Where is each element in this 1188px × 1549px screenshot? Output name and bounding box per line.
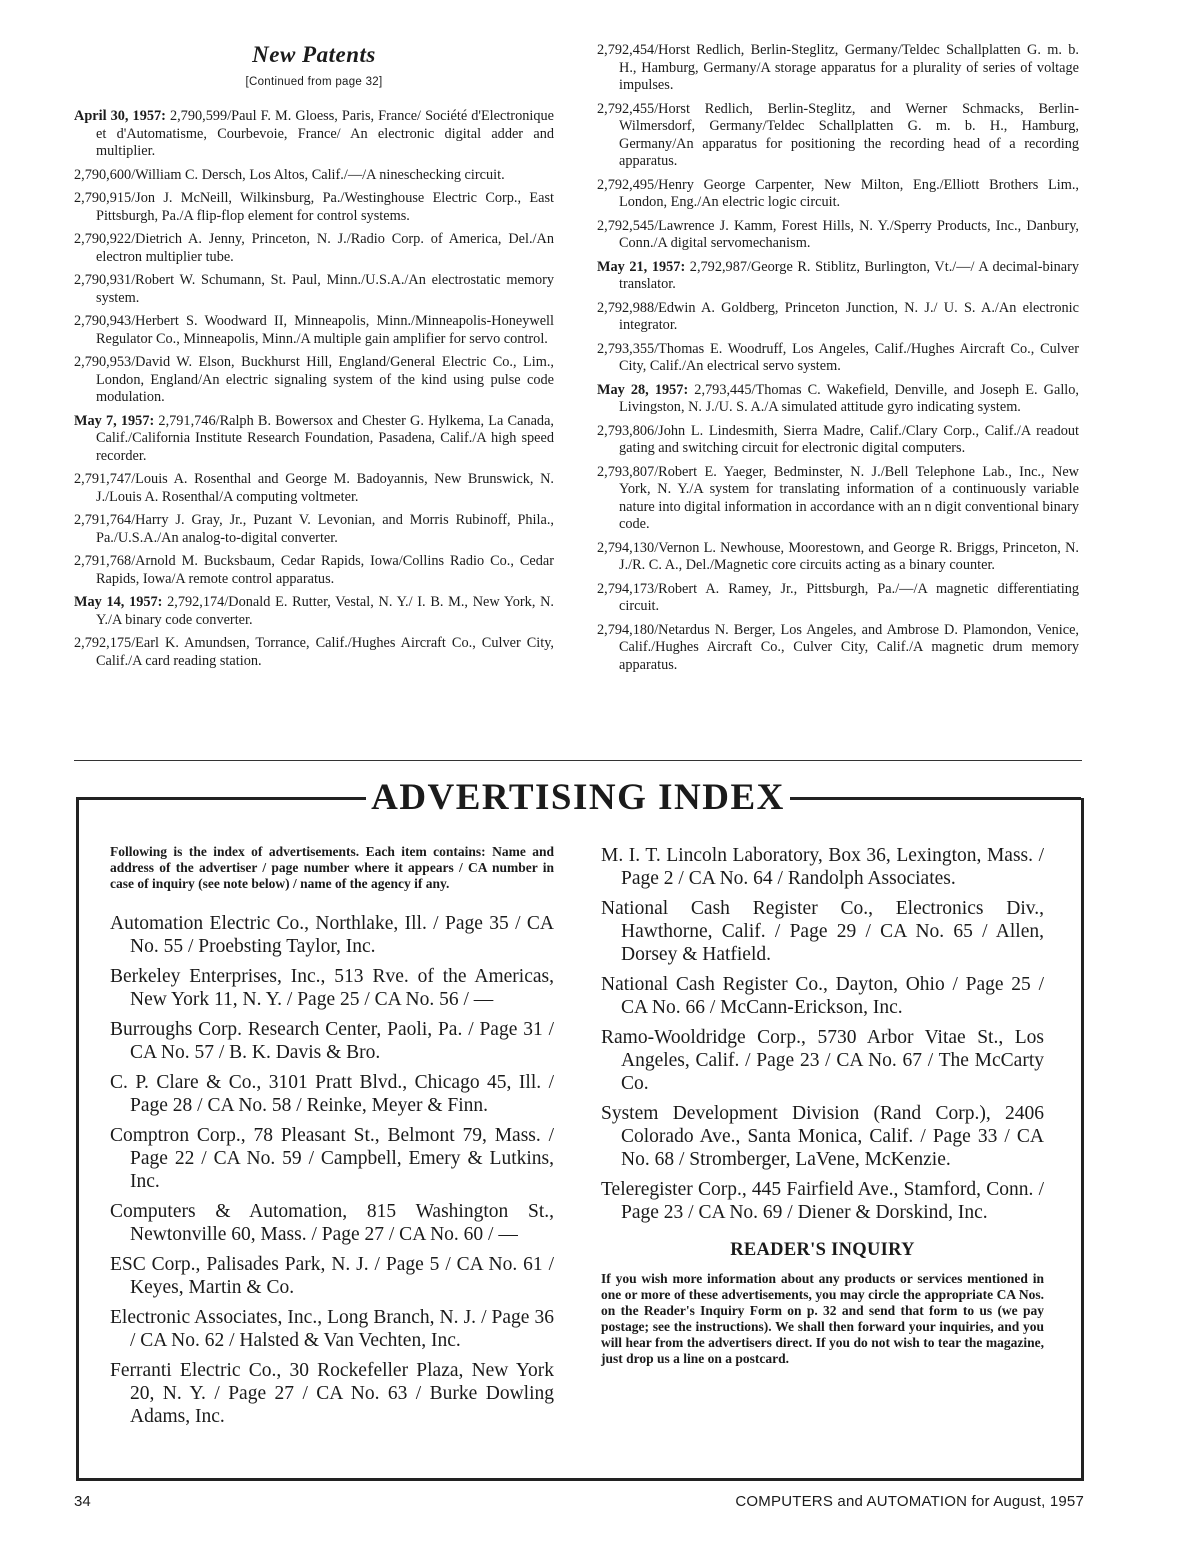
patent-text: 2,794,173/Robert A. Ramey, Jr., Pittsburgh, Pa./—/A magnetic differentiating circuit. [597, 580, 1079, 614]
patent-item [74, 413, 554, 466]
patent-item [74, 471, 554, 506]
ad-index-entry: National Cash Register Co., Dayton, Ohio / Page 25 / CA No. 66 / McCann-Erickson, Inc. [601, 974, 1044, 1018]
patent-text: 2,793,355/Thomas E. Woodruff, Los Angeles, Calif./Hughes Aircraft Co., Culver City, Calif./An electrical servo system. [597, 340, 1079, 374]
patent-item [597, 101, 1079, 171]
patent-date: May 7, 1957: [74, 412, 155, 429]
journal-footer: COMPUTERS and AUTOMATION for August, 1957 [735, 1493, 1084, 1510]
ad-index-entry: Teleregister Corp., 445 Fairfield Ave., Stamford, Conn. / Page 23 / CA No. 69 / Diener & Dorskind, Inc. [601, 1179, 1044, 1223]
patent-text: 2,793,445/Thomas C. Wakefield, Denville, and Joseph E. Gallo, Livingston, N. J./U. S. A./A simulated attitude gyro indicating system. [619, 381, 1079, 415]
readers-inquiry-heading: READER'S INQUIRY [730, 1240, 915, 1260]
patent-text: 2,790,599/Paul F. M. Gloess, Paris, France/ Société d'Electronique et d'Automatisme, Courbevoie, France/ An electronic digital adder and multiplier. [96, 108, 554, 159]
patent-text: 2,790,922/Dietrich A. Jenny, Princeton, N. J./Radio Corp. of America, Del./An electron multiplier tube. [74, 231, 554, 265]
patent-item [597, 382, 1079, 417]
patent-item [74, 231, 554, 266]
patent-item [597, 300, 1079, 335]
ad-index-entry: Automation Electric Co., Northlake, Ill. / Page 35 / CA No. 55 / Proebsting Taylor, Inc. [110, 913, 554, 957]
patent-item [597, 464, 1079, 534]
section-divider [74, 760, 1082, 761]
ad-index-intro: Following is the index of advertisements. Each item contains: Name and address of the advertiser / page number where it appears / CA number in case of inquiry (see note below) / name of the agency if any. [110, 844, 554, 891]
ad-index-entry: Burroughs Corp. Research Center, Paoli, Pa. / Page 31 / CA No. 57 / B. K. Davis & Bro. [110, 1019, 554, 1063]
patent-text: 2,794,130/Vernon L. Newhouse, Moorestown, and George R. Briggs, Princeton, N. J./R. C. A., Del./Magnetic core circuits acting as a binary counter. [597, 539, 1079, 573]
patent-text: 2,790,953/David W. Elson, Buckhurst Hill, England/General Electric Co., Lim., London, England/An electric signaling system of the kind using pulse code modulation. [74, 354, 554, 405]
patent-item [597, 581, 1079, 616]
patent-text: 2,793,806/John L. Lindesmith, Sierra Madre, Calif./Clary Corp., Calif./A readout gating and switching circuit for electronic digital computers. [597, 422, 1079, 456]
patent-text: 2,792,175/Earl K. Amundsen, Torrance, Calif./Hughes Aircraft Co., Culver City, Calif./A card reading station. [74, 635, 554, 669]
patent-date: May 28, 1957: [597, 381, 689, 398]
patent-item [74, 190, 554, 225]
patent-item [597, 622, 1079, 675]
ad-index-entry: Computers & Automation, 815 Washington St., Newtonville 60, Mass. / Page 27 / CA No. 60 / — [110, 1201, 554, 1245]
patent-item [597, 540, 1079, 575]
patent-text: 2,790,600/William C. Dersch, Los Altos, Calif./—/A nineschecking circuit. [74, 166, 505, 183]
page-number: 34 [74, 1493, 91, 1510]
patent-item [74, 553, 554, 588]
patent-item [597, 259, 1079, 294]
patent-text: 2,792,174/Donald E. Rutter, Vestal, N. Y./ I. B. M., New York, N. Y./A binary code converter. [96, 594, 555, 628]
patent-text: 2,790,915/Jon J. McNeill, Wilkinsburg, Pa./Westinghouse Electric Corp., East Pittsburgh, Pa./A flip-flop element for control systems. [74, 190, 554, 224]
patent-item [74, 272, 554, 307]
ad-index-entry: Electronic Associates, Inc., Long Branch, N. J. / Page 36 / CA No. 62 / Halsted & Van Vechten, Inc. [110, 1307, 554, 1351]
patents-right-column [597, 42, 1079, 680]
patent-date: April 30, 1957: [74, 108, 166, 124]
patent-text: 2,792,988/Edwin A. Goldberg, Princeton Junction, N. J./ U. S. A./An electronic integrator. [597, 299, 1079, 333]
patents-left-list [74, 108, 554, 670]
patent-item [74, 512, 554, 547]
patent-item [74, 354, 554, 407]
patent-text: 2,794,180/Netardus N. Berger, Los Angeles, and Ambrose D. Plamondon, Venice, Calif./Hughes Aircraft Co., Culver City, Calif./A magnetic drum memory apparatus. [597, 621, 1079, 673]
patent-text: 2,792,495/Henry George Carpenter, New Milton, Eng./Elliott Brothers Lim., London, Eng./An electric logic circuit. [597, 176, 1079, 210]
title-rule-left [76, 797, 366, 800]
ad-index-entry: ESC Corp., Palisades Park, N. J. / Page 5 / CA No. 61 / Keyes, Martin & Co. [110, 1254, 554, 1298]
patent-text: 2,790,943/Herbert S. Woodward II, Minneapolis, Minn./Minneapolis-Honeywell Regulator Co., Minneapolis, Minn./A multiple gain amplifier for servo control. [74, 313, 554, 347]
ad-index-entry: Berkeley Enterprises, Inc., 513 Rve. of the Americas, New York 11, N. Y. / Page 25 / CA No. 56 / — [110, 966, 554, 1010]
patent-text: 2,792,454/Horst Redlich, Berlin-Steglitz, Germany/Teldec Schallplatten G. m. b. H., Hamburg, Germany/A storage apparatus for a plurality of series of voltage impulses. [597, 42, 1079, 93]
patent-text: 2,792,455/Horst Redlich, Berlin-Steglitz, and Werner Schmacks, Berlin-Wilmersdorf, Germany/Teldec Schallplatten G. m. b. H., Hamburg, Germany/An apparatus for positioning the recording head of a recording apparatus. [597, 100, 1079, 169]
patents-left-column [74, 42, 554, 676]
patent-date: May 14, 1957: [74, 594, 163, 610]
patent-item [74, 108, 554, 161]
patent-text: 2,791,768/Arnold M. Bucksbaum, Cedar Rapids, Iowa/Collins Radio Co., Cedar Rapids, Iowa/A remote control apparatus. [74, 553, 554, 587]
ad-index-entry: M. I. T. Lincoln Laboratory, Box 36, Lexington, Mass. / Page 2 / CA No. 64 / Randolph Associates. [601, 845, 1044, 889]
ad-index-entry: Ferranti Electric Co., 30 Rockefeller Plaza, New York 20, N. Y. / Page 27 / CA No. 63 / Burke Dowling Adams, Inc. [110, 1360, 554, 1427]
patents-title: New Patents [252, 42, 376, 67]
patent-text: 2,792,545/Lawrence J. Kamm, Forest Hills, N. Y./Sperry Products, Inc., Danbury, Conn./A digital servomechanism. [597, 217, 1079, 251]
patent-item [74, 594, 554, 629]
patent-text: 2,791,747/Louis A. Rosenthal and George M. Badoyannis, New Brunswick, N. J./Louis A. Rosenthal/A computing voltmeter. [74, 471, 554, 505]
ad-index-entry: National Cash Register Co., Electronics Div., Hawthorne, Calif. / Page 29 / CA No. 65 / Allen, Dorsey & Hatfield. [601, 898, 1044, 965]
ad-index-entry: Comptron Corp., 78 Pleasant St., Belmont 79, Mass. / Page 22 / CA No. 59 / Campbell, Emery & Lutkins, Inc. [110, 1125, 554, 1192]
patent-text: 2,790,931/Robert W. Schumann, St. Paul, Minn./U.S.A./An electrostatic memory system. [74, 272, 554, 306]
patent-text: 2,791,764/Harry J. Gray, Jr., Puzant V. Levonian, and Morris Rubinoff, Phila., Pa./U.S.A./An analog-to-digital converter. [74, 512, 554, 546]
advertising-index-title: ADVERTISING INDEX [371, 777, 785, 818]
ad-index-left-list [110, 912, 554, 1428]
ad-index-left-column [110, 844, 554, 1435]
ad-index-entry: Ramo-Wooldridge Corp., 5730 Arbor Vitae St., Los Angeles, Calif. / Page 23 / CA No. 67 / The McCarty Co. [601, 1027, 1044, 1094]
patents-right-list [597, 42, 1079, 674]
patent-item [597, 177, 1079, 212]
patent-text: 2,793,807/Robert E. Yaeger, Bedminster, N. J./Bell Telephone Lab., Inc., New York, N. Y./A system for translating information of a continuously variable nature into digital information in accordance with an n digit conventional binary code. [597, 463, 1079, 532]
patent-item [597, 218, 1079, 253]
ad-index-right-list [601, 844, 1044, 1224]
readers-inquiry-text: If you wish more information about any products or services mentioned in one or more of these advertisements, you may circle the appropriate CA Nos. on the Reader's Inquiry Form on p. 32 and send that form to us (we pay postage; see the instructions). We shall then forward your inquiries, and you will hear from the advertisers direct. If you do not wish to tear the magazine, just drop us a line on a postcard. [601, 1271, 1044, 1366]
patent-item [597, 341, 1079, 376]
ad-index-right-column [601, 844, 1044, 1367]
patent-item [597, 42, 1079, 95]
ad-index-entry: System Development Division (Rand Corp.), 2406 Colorado Ave., Santa Monica, Calif. / Page 33 / CA No. 68 / Stromberger, LaVene, McKenzie. [601, 1103, 1044, 1170]
patent-item [597, 423, 1079, 458]
patent-item [74, 167, 554, 185]
patent-item [74, 313, 554, 348]
ad-index-entry: C. P. Clare & Co., 3101 Pratt Blvd., Chicago 45, Ill. / Page 28 / CA No. 58 / Reinke, Meyer & Finn. [110, 1072, 554, 1116]
patents-continued-note: [Continued from page 32] [245, 76, 383, 88]
patent-date: May 21, 1957: [597, 258, 686, 275]
patent-item [74, 635, 554, 670]
title-rule-right [790, 797, 1081, 800]
patent-text: 2,792,987/George R. Stiblitz, Burlington, Vt./—/ A decimal-binary translator. [619, 258, 1080, 292]
patent-text: 2,791,746/Ralph B. Bowersox and Chester G. Hylkema, La Canada, Calif./California Institute Research Foundation, Pasadena, Calif./A high speed recorder. [96, 412, 554, 464]
